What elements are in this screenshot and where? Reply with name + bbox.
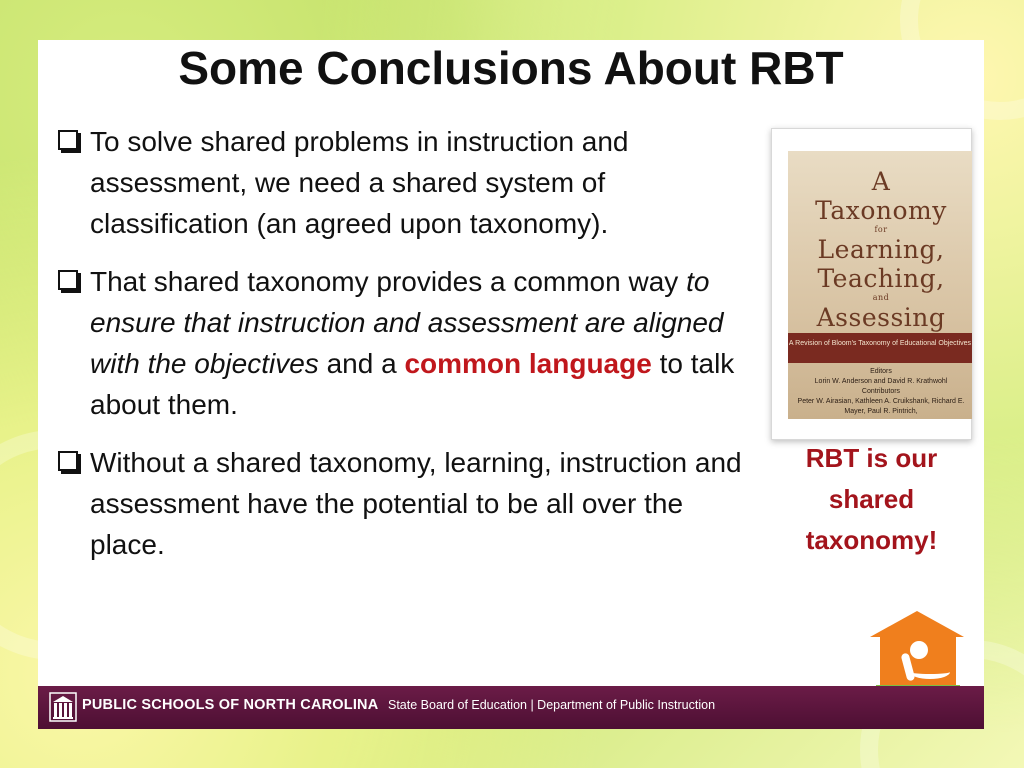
- book-subtitle: A Revision of Bloom's Taxonomy of Educational Objectives: [788, 340, 972, 347]
- slide-title: Some Conclusions About RBT: [178, 42, 844, 94]
- book-title-line: Assessing: [816, 303, 946, 332]
- book-title: [796, 167, 966, 332]
- capitol-building-icon: [48, 691, 78, 723]
- checkbox-bullet-icon: [58, 270, 78, 290]
- house-roof-icon: [870, 611, 964, 637]
- checkbox-bullet-icon: [58, 130, 78, 150]
- book-editors: [792, 367, 970, 417]
- checkbox-bullet-icon: [58, 451, 78, 471]
- book-subtitle-band: [788, 333, 972, 363]
- bullet-item: [56, 121, 746, 244]
- book-title-line: Teaching,: [817, 264, 945, 293]
- book-title-line: Learning,: [817, 235, 945, 264]
- callout-text: RBT is our shared taxonomy!: [805, 443, 938, 555]
- book-contributors-names: Peter W. Airasian, Kathleen A. Cruikshank, Richard E. Mayer, Paul R. Pintrich,: [797, 398, 965, 415]
- book-title-small: and: [872, 293, 890, 302]
- book-title-line: A: [871, 167, 891, 196]
- bullet-text-middle: and a: [318, 348, 405, 379]
- bullet-text: To solve shared problems in instruction and assessment, we need a shared system of classification (an agreed upon taxonomy).: [90, 126, 629, 239]
- book-cover-image: [771, 128, 972, 440]
- bullet-list: [56, 121, 746, 582]
- book-title-small: for: [874, 225, 888, 234]
- footer-org-name: PUBLIC SCHOOLS OF NORTH CAROLINA: [82, 697, 379, 713]
- house-icon: [880, 635, 956, 685]
- book-title-line: Taxonomy: [815, 196, 947, 225]
- bullet-item: [56, 442, 746, 565]
- open-book-icon: [910, 665, 950, 679]
- bullet-text-highlight: common language: [404, 348, 652, 379]
- slide-panel: [38, 40, 984, 729]
- bullet-item: [56, 261, 746, 425]
- book-editors-names: Lorin W. Anderson and David R. Krathwohl: [814, 378, 948, 385]
- book-editors-label: Editors: [870, 368, 892, 375]
- book-contributors-label: Contributors: [861, 388, 901, 395]
- bullet-text-italic: to ensure that instruction and assessment are aligned with the objectives: [90, 266, 724, 379]
- bullet-text-after: to talk about them.: [90, 348, 735, 420]
- student-head-icon: [910, 641, 928, 659]
- bullet-text: Without a shared taxonomy, learning, instruction and assessment have the potential to be all over the place.: [90, 447, 742, 560]
- footer-department: State Board of Education | Department of Public Instruction: [388, 698, 716, 712]
- footer-bar: [38, 686, 984, 729]
- bullet-text-before: That shared taxonomy provides a common way: [90, 266, 687, 297]
- book-cover: [788, 151, 972, 419]
